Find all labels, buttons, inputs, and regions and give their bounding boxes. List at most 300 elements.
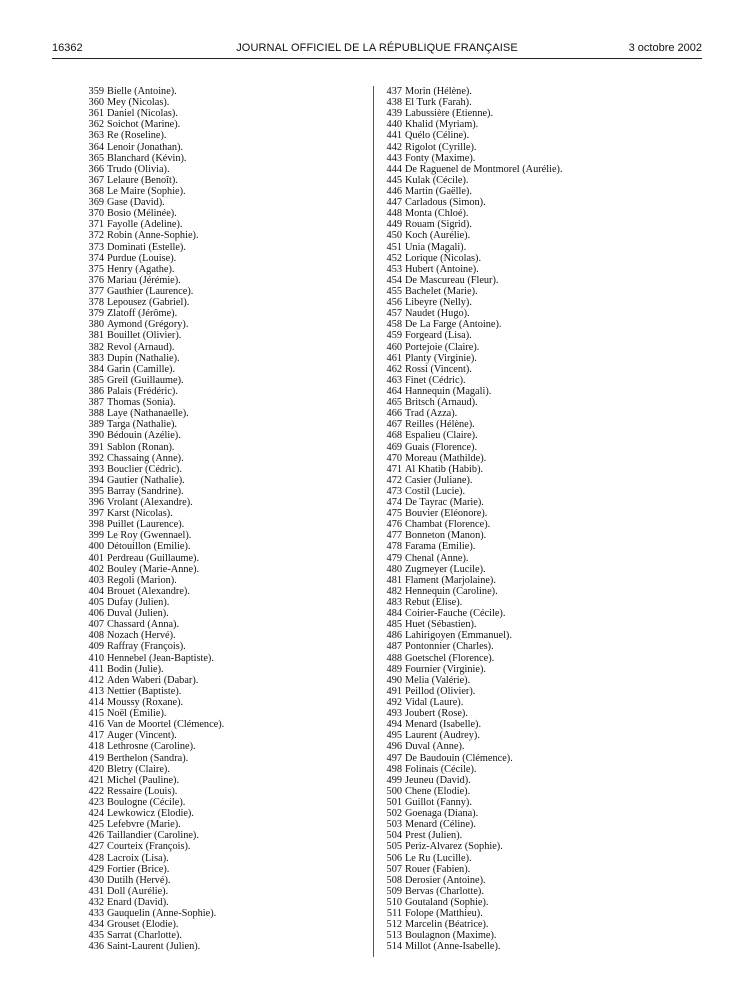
entry-name: Mey (Nicolas). xyxy=(107,97,170,109)
entry-number: 491 xyxy=(386,685,402,697)
entry-name: Rossi (Vincent). xyxy=(405,363,472,375)
entry-name: Dufay (Julien). xyxy=(107,597,170,609)
entry-number: 424 xyxy=(88,808,104,820)
list-item xyxy=(380,153,710,164)
entry-number: 470 xyxy=(386,452,402,464)
entry-name: Quélo (Céline). xyxy=(405,130,470,142)
list-item xyxy=(82,686,352,697)
list-item xyxy=(380,897,710,908)
list-item xyxy=(82,708,352,719)
entry-number: 369 xyxy=(88,197,104,209)
list-item xyxy=(380,108,710,119)
entry-name: Gase (David). xyxy=(107,197,165,209)
journal-title: JOURNAL OFFICIEL DE LA RÉPUBLIQUE FRANÇAISE xyxy=(236,42,518,54)
entry-number: 380 xyxy=(88,319,104,331)
entry-number: 375 xyxy=(88,263,104,275)
list-item xyxy=(82,597,352,608)
entry-number: 418 xyxy=(88,741,104,753)
list-item xyxy=(82,364,352,375)
entry-number: 510 xyxy=(386,896,402,908)
entry-name: Gautier (Nathalie). xyxy=(107,474,185,486)
list-item xyxy=(82,319,352,330)
list-item xyxy=(82,297,352,308)
entry-number: 392 xyxy=(88,452,104,464)
entry-name: Fournier (Virginie). xyxy=(405,663,486,675)
entry-number: 374 xyxy=(88,252,104,264)
entry-name: Rebut (Elise). xyxy=(405,597,463,609)
list-item xyxy=(82,541,352,552)
entry-name: Brouet (Alexandre). xyxy=(107,585,190,597)
entry-name: Goenaga (Diana). xyxy=(405,808,479,820)
entry-number: 457 xyxy=(386,308,402,320)
entry-number: 434 xyxy=(88,919,104,931)
entry-number: 429 xyxy=(88,863,104,875)
list-item xyxy=(380,930,710,941)
list-item xyxy=(380,708,710,719)
entry-name: Dupin (Nathalie). xyxy=(107,352,180,364)
list-item xyxy=(82,153,352,164)
list-item xyxy=(380,397,710,408)
list-item xyxy=(380,841,710,852)
entry-name: Duval (Julien). xyxy=(107,608,169,620)
list-item xyxy=(82,830,352,841)
entry-name: Vrolant (Alexandre). xyxy=(107,497,193,509)
entry-name: Auger (Vincent). xyxy=(107,730,177,742)
list-item xyxy=(380,941,710,952)
entry-name: Hannequin (Magali). xyxy=(405,385,492,397)
entry-number: 387 xyxy=(88,397,104,409)
entry-number: 485 xyxy=(386,619,402,631)
list-item xyxy=(380,864,710,875)
entry-name: Saint-Laurent (Julien). xyxy=(107,941,201,953)
entry-name: Rouam (Sigrid). xyxy=(405,219,472,231)
page-header xyxy=(52,40,702,60)
entry-number: 410 xyxy=(88,652,104,664)
list-item xyxy=(380,619,710,630)
entry-name: Unia (Magali). xyxy=(405,241,467,253)
entry-name: Goetschel (Florence). xyxy=(405,652,495,664)
entry-number: 505 xyxy=(386,841,402,853)
entry-number: 477 xyxy=(386,530,402,542)
list-item xyxy=(380,319,710,330)
entry-name: Soichot (Marine). xyxy=(107,119,181,131)
entry-name: Bosio (Mélinée). xyxy=(107,208,177,220)
list-item xyxy=(380,386,710,397)
list-item xyxy=(82,442,352,453)
entry-name: De Baudouin (Clémence). xyxy=(405,752,513,764)
list-item xyxy=(380,497,710,508)
list-item xyxy=(380,219,710,230)
list-item xyxy=(82,908,352,919)
entry-number: 413 xyxy=(88,685,104,697)
list-item xyxy=(380,819,710,830)
entry-number: 476 xyxy=(386,519,402,531)
entry-name: Lacroix (Lisa). xyxy=(107,852,169,864)
list-item xyxy=(380,797,710,808)
entry-name: Dominati (Estelle). xyxy=(107,241,186,253)
entry-name: Fayolle (Adeline). xyxy=(107,219,183,231)
list-item xyxy=(380,286,710,297)
entry-name: Bonneton (Manon). xyxy=(405,530,487,542)
list-item xyxy=(380,464,710,475)
list-item xyxy=(82,875,352,886)
entry-number: 490 xyxy=(386,674,402,686)
entry-name: Bodin (Julie). xyxy=(107,663,164,675)
entry-name: El Turk (Farah). xyxy=(405,97,472,109)
entry-name: Al Khatib (Habib). xyxy=(405,463,484,475)
list-item xyxy=(82,408,352,419)
entry-name: Karst (Nicolas). xyxy=(107,508,173,520)
entry-number: 445 xyxy=(386,174,402,186)
list-item xyxy=(380,741,710,752)
list-item xyxy=(82,719,352,730)
entry-name: Le Roy (Gwennael). xyxy=(107,530,192,542)
list-item xyxy=(82,97,352,108)
list-item xyxy=(380,264,710,275)
entry-name: Michel (Pauline). xyxy=(107,774,180,786)
entry-number: 377 xyxy=(88,285,104,297)
list-item xyxy=(380,419,710,430)
entry-number: 453 xyxy=(386,263,402,275)
entry-number: 481 xyxy=(386,574,402,586)
list-item xyxy=(380,664,710,675)
list-item xyxy=(82,730,352,741)
entry-name: Planty (Virginie). xyxy=(405,352,477,364)
list-item xyxy=(82,753,352,764)
entry-name: Martin (Gaëlle). xyxy=(405,185,472,197)
entry-number: 450 xyxy=(386,230,402,242)
entry-name: Perdreau (Guillaume). xyxy=(107,552,200,564)
entry-number: 452 xyxy=(386,252,402,264)
list-item xyxy=(380,508,710,519)
entry-number: 467 xyxy=(386,419,402,431)
entry-number: 469 xyxy=(386,441,402,453)
entry-name: Revol (Arnaud). xyxy=(107,341,175,353)
entry-number: 436 xyxy=(88,941,104,953)
entry-name: Gauthier (Laurence). xyxy=(107,285,194,297)
list-item xyxy=(82,475,352,486)
right-column-list xyxy=(380,86,710,953)
list-item xyxy=(380,97,710,108)
list-item xyxy=(380,208,710,219)
entry-number: 432 xyxy=(88,896,104,908)
entry-name: Vidal (Laure). xyxy=(405,697,464,709)
entry-name: Laurent (Audrey). xyxy=(405,730,480,742)
entry-name: De Tayrac (Marie). xyxy=(405,497,484,509)
entry-number: 430 xyxy=(88,874,104,886)
entry-number: 461 xyxy=(386,352,402,364)
entry-number: 420 xyxy=(88,763,104,775)
entry-name: Huet (Sébastien). xyxy=(405,619,477,631)
entry-number: 415 xyxy=(88,708,104,720)
entry-number: 409 xyxy=(88,641,104,653)
list-item xyxy=(82,275,352,286)
entry-name: Trudo (Olivia). xyxy=(107,163,170,175)
entry-number: 359 xyxy=(88,86,104,97)
entry-number: 496 xyxy=(386,741,402,753)
list-item xyxy=(380,442,710,453)
entry-name: Garin (Camille). xyxy=(107,363,176,375)
entry-name: Lethrosne (Caroline). xyxy=(107,741,196,753)
list-item xyxy=(380,597,710,608)
list-item xyxy=(82,86,352,97)
list-item xyxy=(82,330,352,341)
list-item xyxy=(380,908,710,919)
list-item xyxy=(82,286,352,297)
list-item xyxy=(82,242,352,253)
entry-name: Chambat (Florence). xyxy=(405,519,491,531)
list-item xyxy=(82,530,352,541)
entry-name: Fonty (Maxime). xyxy=(405,152,476,164)
list-item xyxy=(380,919,710,930)
entry-name: Menard (Céline). xyxy=(405,819,476,831)
list-item xyxy=(82,808,352,819)
entry-name: Bervas (Charlotte). xyxy=(405,885,484,897)
entry-number: 441 xyxy=(386,130,402,142)
entry-name: Chassard (Anna). xyxy=(107,619,180,631)
list-item xyxy=(380,342,710,353)
entry-number: 395 xyxy=(88,485,104,497)
list-item xyxy=(380,275,710,286)
list-item xyxy=(82,230,352,241)
list-item xyxy=(380,519,710,530)
list-item xyxy=(82,464,352,475)
entry-name: Aymond (Grégory). xyxy=(107,319,189,331)
entry-name: De La Farge (Antoine). xyxy=(405,319,502,331)
entry-name: Bouillet (Olivier). xyxy=(107,330,182,342)
list-item xyxy=(82,386,352,397)
entry-number: 396 xyxy=(88,497,104,509)
entry-name: Barray (Sandrine). xyxy=(107,485,184,497)
list-item xyxy=(380,175,710,186)
entry-name: Bouclier (Cédric). xyxy=(107,463,182,475)
entry-number: 362 xyxy=(88,119,104,131)
entry-name: Regoli (Marion). xyxy=(107,574,177,586)
entry-number: 376 xyxy=(88,274,104,286)
list-item xyxy=(82,764,352,775)
entry-number: 435 xyxy=(88,930,104,942)
list-item xyxy=(380,886,710,897)
entry-number: 479 xyxy=(386,552,402,564)
entry-number: 471 xyxy=(386,463,402,475)
entry-number: 443 xyxy=(386,152,402,164)
entry-name: Blanchard (Kévin). xyxy=(107,152,187,164)
entry-number: 504 xyxy=(386,830,402,842)
list-item xyxy=(380,197,710,208)
entry-number: 361 xyxy=(88,108,104,120)
entry-number: 511 xyxy=(386,908,402,920)
entry-name: Costil (Lucie). xyxy=(405,485,466,497)
entry-number: 512 xyxy=(386,919,402,931)
entry-name: Portejoie (Claire). xyxy=(405,341,480,353)
entry-number: 506 xyxy=(386,852,402,864)
list-item xyxy=(82,619,352,630)
list-item xyxy=(380,786,710,797)
list-item xyxy=(82,264,352,275)
list-item xyxy=(82,164,352,175)
entry-number: 488 xyxy=(386,652,402,664)
list-item xyxy=(380,764,710,775)
list-item xyxy=(380,430,710,441)
entry-number: 371 xyxy=(88,219,104,231)
list-item xyxy=(380,86,710,97)
entry-name: Kulak (Cécile). xyxy=(405,174,469,186)
entry-name: Le Maire (Sophie). xyxy=(107,185,186,197)
entry-number: 399 xyxy=(88,530,104,542)
list-item xyxy=(82,508,352,519)
entry-number: 400 xyxy=(88,541,104,553)
entry-name: Bletry (Claire). xyxy=(107,763,170,775)
entry-number: 365 xyxy=(88,152,104,164)
list-item xyxy=(82,819,352,830)
entry-number: 494 xyxy=(386,719,402,731)
entry-number: 442 xyxy=(386,141,402,153)
entry-number: 487 xyxy=(386,641,402,653)
entry-number: 451 xyxy=(386,241,402,253)
entry-number: 448 xyxy=(386,208,402,220)
entry-number: 363 xyxy=(88,130,104,142)
entry-name: Monta (Chloé). xyxy=(405,208,469,220)
entry-number: 497 xyxy=(386,752,402,764)
entry-name: Goutaland (Sophie). xyxy=(405,896,489,908)
entry-number: 364 xyxy=(88,141,104,153)
entry-name: Lenoir (Jonathan). xyxy=(107,141,184,153)
list-item xyxy=(82,897,352,908)
entry-number: 438 xyxy=(386,97,402,109)
entry-name: Reilles (Hélène). xyxy=(405,419,475,431)
list-item xyxy=(82,430,352,441)
list-item xyxy=(380,641,710,652)
entry-number: 373 xyxy=(88,241,104,253)
list-item xyxy=(380,130,710,141)
entry-number: 378 xyxy=(88,297,104,309)
entry-number: 411 xyxy=(88,663,104,675)
entry-number: 503 xyxy=(386,819,402,831)
list-item xyxy=(82,919,352,930)
list-item xyxy=(82,886,352,897)
entry-name: Henry (Agathe). xyxy=(107,263,175,275)
entry-number: 394 xyxy=(88,474,104,486)
entry-number: 383 xyxy=(88,352,104,364)
list-item xyxy=(82,419,352,430)
entry-number: 398 xyxy=(88,519,104,531)
entry-name: Finet (Cédric). xyxy=(405,374,466,386)
publication-date: 3 octobre 2002 xyxy=(628,42,702,54)
entry-name: Enard (David). xyxy=(107,896,169,908)
header-rule xyxy=(52,58,702,59)
list-item xyxy=(380,586,710,597)
entry-name: Peillod (Olivier). xyxy=(405,685,476,697)
list-item xyxy=(380,453,710,464)
entry-number: 408 xyxy=(88,630,104,642)
entry-name: Boulogne (Cécile). xyxy=(107,797,186,808)
list-item xyxy=(380,375,710,386)
list-item xyxy=(82,697,352,708)
entry-number: 514 xyxy=(386,941,402,953)
entry-name: Periz-Alvarez (Sophie). xyxy=(405,841,503,853)
entry-name: Flament (Marjolaine). xyxy=(405,574,496,586)
list-item xyxy=(82,653,352,664)
entry-name: Libeyre (Nelly). xyxy=(405,297,472,309)
entry-number: 463 xyxy=(386,374,402,386)
list-item xyxy=(82,219,352,230)
entry-name: Bouley (Marie-Anne). xyxy=(107,563,200,575)
entry-name: Doll (Aurélie). xyxy=(107,885,169,897)
entry-number: 421 xyxy=(88,774,104,786)
entry-number: 437 xyxy=(386,86,402,97)
entry-name: Puillet (Laurence). xyxy=(107,519,185,531)
entry-number: 449 xyxy=(386,219,402,231)
entry-name: Daniel (Nicolas). xyxy=(107,108,178,120)
entry-name: Melia (Valérie). xyxy=(405,674,471,686)
list-item xyxy=(380,564,710,575)
entry-name: Nettier (Baptiste). xyxy=(107,685,182,697)
entry-number: 416 xyxy=(88,719,104,731)
entry-name: Zugmeyer (Lucile). xyxy=(405,563,486,575)
list-item xyxy=(380,230,710,241)
list-item xyxy=(380,608,710,619)
entry-number: 388 xyxy=(88,408,104,420)
entry-name: Raffray (François). xyxy=(107,641,186,653)
list-item xyxy=(82,786,352,797)
list-item xyxy=(380,353,710,364)
entry-name: Zlatoff (Jérôme). xyxy=(107,308,178,320)
list-item xyxy=(380,486,710,497)
entry-name: Prest (Julien). xyxy=(405,830,463,842)
entry-number: 458 xyxy=(386,319,402,331)
entry-name: Pontonnier (Charles). xyxy=(405,641,494,653)
entry-name: Khalid (Myriam). xyxy=(405,119,479,131)
list-item xyxy=(82,630,352,641)
entry-number: 384 xyxy=(88,363,104,375)
entry-number: 489 xyxy=(386,663,402,675)
list-item xyxy=(82,841,352,852)
list-item xyxy=(82,864,352,875)
entry-name: Taillandier (Caroline). xyxy=(107,830,199,842)
entry-number: 360 xyxy=(88,97,104,109)
entry-number: 412 xyxy=(88,674,104,686)
entry-name: Bielle (Antoine). xyxy=(107,86,177,97)
entry-number: 379 xyxy=(88,308,104,320)
entry-number: 423 xyxy=(88,797,104,808)
entry-number: 482 xyxy=(386,585,402,597)
list-item xyxy=(82,375,352,386)
entry-name: Noël (Emilie). xyxy=(107,708,167,720)
entry-name: Britsch (Arnaud). xyxy=(405,397,478,409)
entry-number: 486 xyxy=(386,630,402,642)
entry-number: 495 xyxy=(386,730,402,742)
list-item xyxy=(82,142,352,153)
entry-name: Nozach (Hervé). xyxy=(107,630,176,642)
entry-number: 472 xyxy=(386,474,402,486)
entry-name: Marcelin (Béatrice). xyxy=(405,919,489,931)
list-item xyxy=(82,342,352,353)
entry-number: 468 xyxy=(386,430,402,442)
entry-name: Targa (Nathalie). xyxy=(107,419,177,431)
entry-number: 465 xyxy=(386,397,402,409)
entry-number: 502 xyxy=(386,808,402,820)
entry-name: Bachelet (Marie). xyxy=(405,285,478,297)
entry-number: 419 xyxy=(88,752,104,764)
entry-name: Coirier-Fauche (Cécile). xyxy=(405,608,506,620)
entry-number: 372 xyxy=(88,230,104,242)
entry-name: Chene (Elodie). xyxy=(405,785,471,797)
entry-name: Naudet (Hugo). xyxy=(405,308,470,320)
entry-number: 444 xyxy=(386,163,402,175)
list-item xyxy=(380,119,710,130)
entry-name: Gauquelin (Anne-Sophie). xyxy=(107,908,217,920)
entry-name: Forgeard (Lisa). xyxy=(405,330,472,342)
